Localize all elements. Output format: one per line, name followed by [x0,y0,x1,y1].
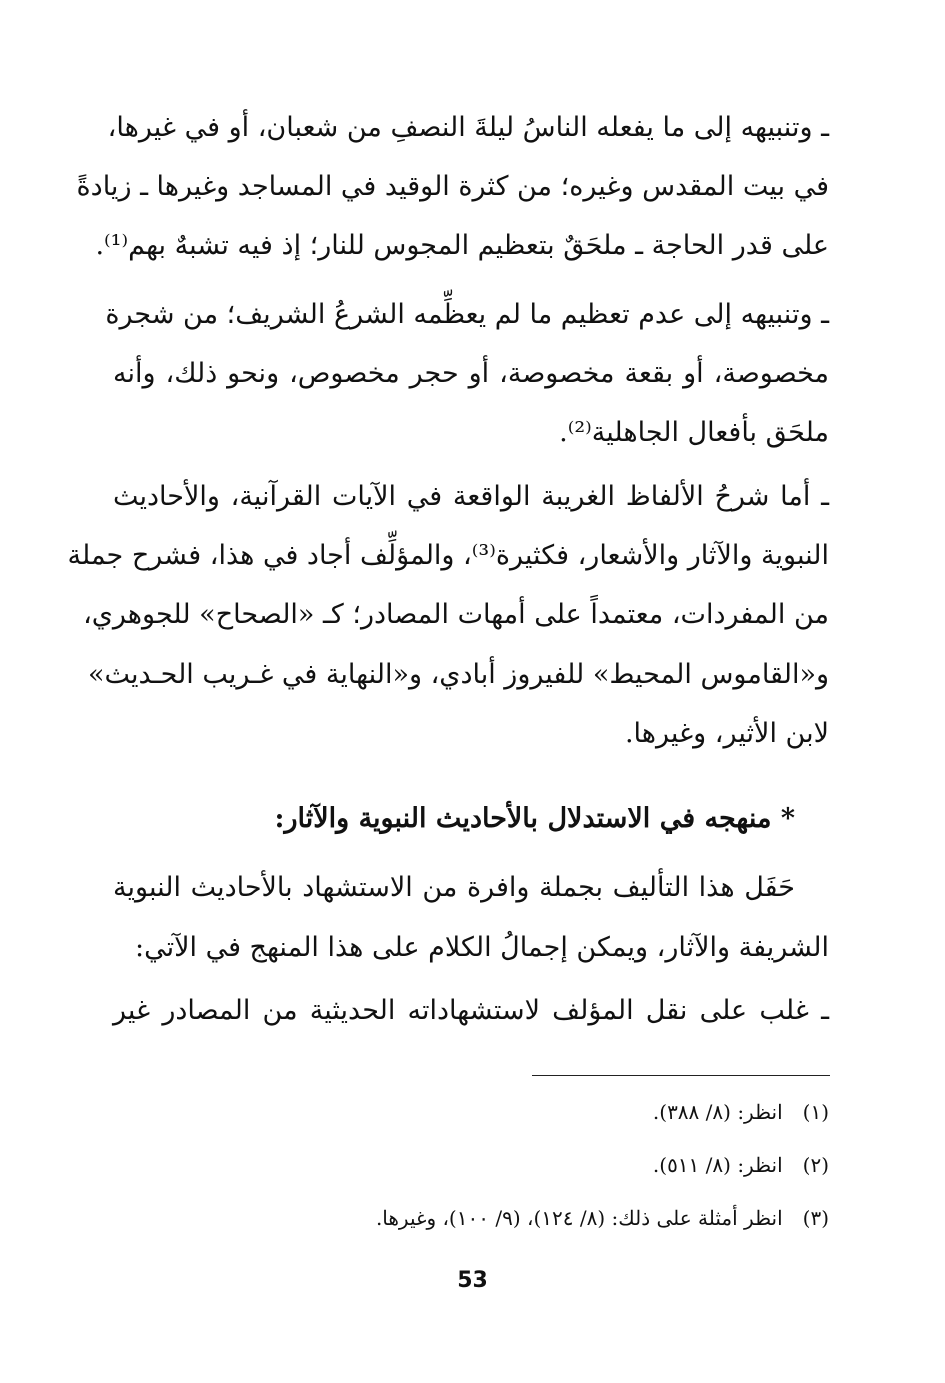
body-line: حَفَل هذا التأليف بجملة وافرة من الاستشهاد بالأحاديث النبوية [113,872,795,903]
footnote-number: (١) [802,1100,829,1124]
footnote-text: انظر: (٨/ ٣٨٨). [652,1100,783,1124]
body-line: ـ وتنبيهه إلى عدم تعظيم ما لم يعظِّمه الشرعُ الشريف؛ من شجرة [105,299,829,330]
footnote-text: انظر: (٨/ ٥١١). [652,1153,783,1177]
footnote-number: (٣) [802,1206,829,1230]
body-line: ـ غلب على نقل المؤلف لاستشهاداته الحديثية من المصادر غير [113,995,829,1026]
section-heading: * منهجه في الاستدلال بالأحاديث النبوية والآثار: [274,803,795,834]
footnote [113,1150,829,1180]
body-line: لابن الأثير، وغيرها. [624,718,829,749]
footnote-separator [532,1075,830,1076]
body-line: من المفردات، معتمداً على أمهات المصادر؛ كـ «الصحاح» للجوهري، [83,599,829,630]
body-line: و«القاموس المحيط» للفيروز أبادي، و«النهاية في غـريب الحـديث» [88,659,829,690]
body-line: ـ أما شرحُ الألفاظ الغريبة الواقعة في الآيات القرآنية، والأحاديث [113,481,829,512]
footnote-text: انظر أمثلة على ذلك: (٨/ ١٢٤)، (٩/ ١٠٠)، وغيرها. [375,1206,783,1230]
body-line: مخصوصة، أو بقعة مخصوصة، أو حجر مخصوص، ونحو ذلك، وأنه [113,358,829,389]
footnote [113,1203,829,1233]
footnote [113,1097,829,1127]
body-line: النبوية والآثار والأشعار، فكثيرة⁽³⁾، والمؤلِّف أجاد في هذا، فشرح جملة [67,540,829,571]
body-line: الشريفة والآثار، ويمكن إجمالُ الكلام على هذا المنهج في الآتي: [134,932,829,963]
footnote-number: (٢) [802,1153,829,1177]
body-line: على قدر الحاجة ـ ملحَقٌ بتعظيم المجوس للنار؛ إذ فيه تشبهٌ بهم⁽¹⁾. [95,230,829,261]
body-line: في بيت المقدس وغيره؛ من كثرة الوقيد في المساجد وغيرها ـ زيادةً [76,171,829,202]
page-number: 53 [457,1268,488,1293]
body-line: ملحَق بأفعال الجاهلية⁽²⁾. [559,417,829,448]
body-line: ـ وتنبيهه إلى ما يفعله الناسُ ليلةَ النصفِ من شعبان، أو في غيرها، [107,112,829,143]
